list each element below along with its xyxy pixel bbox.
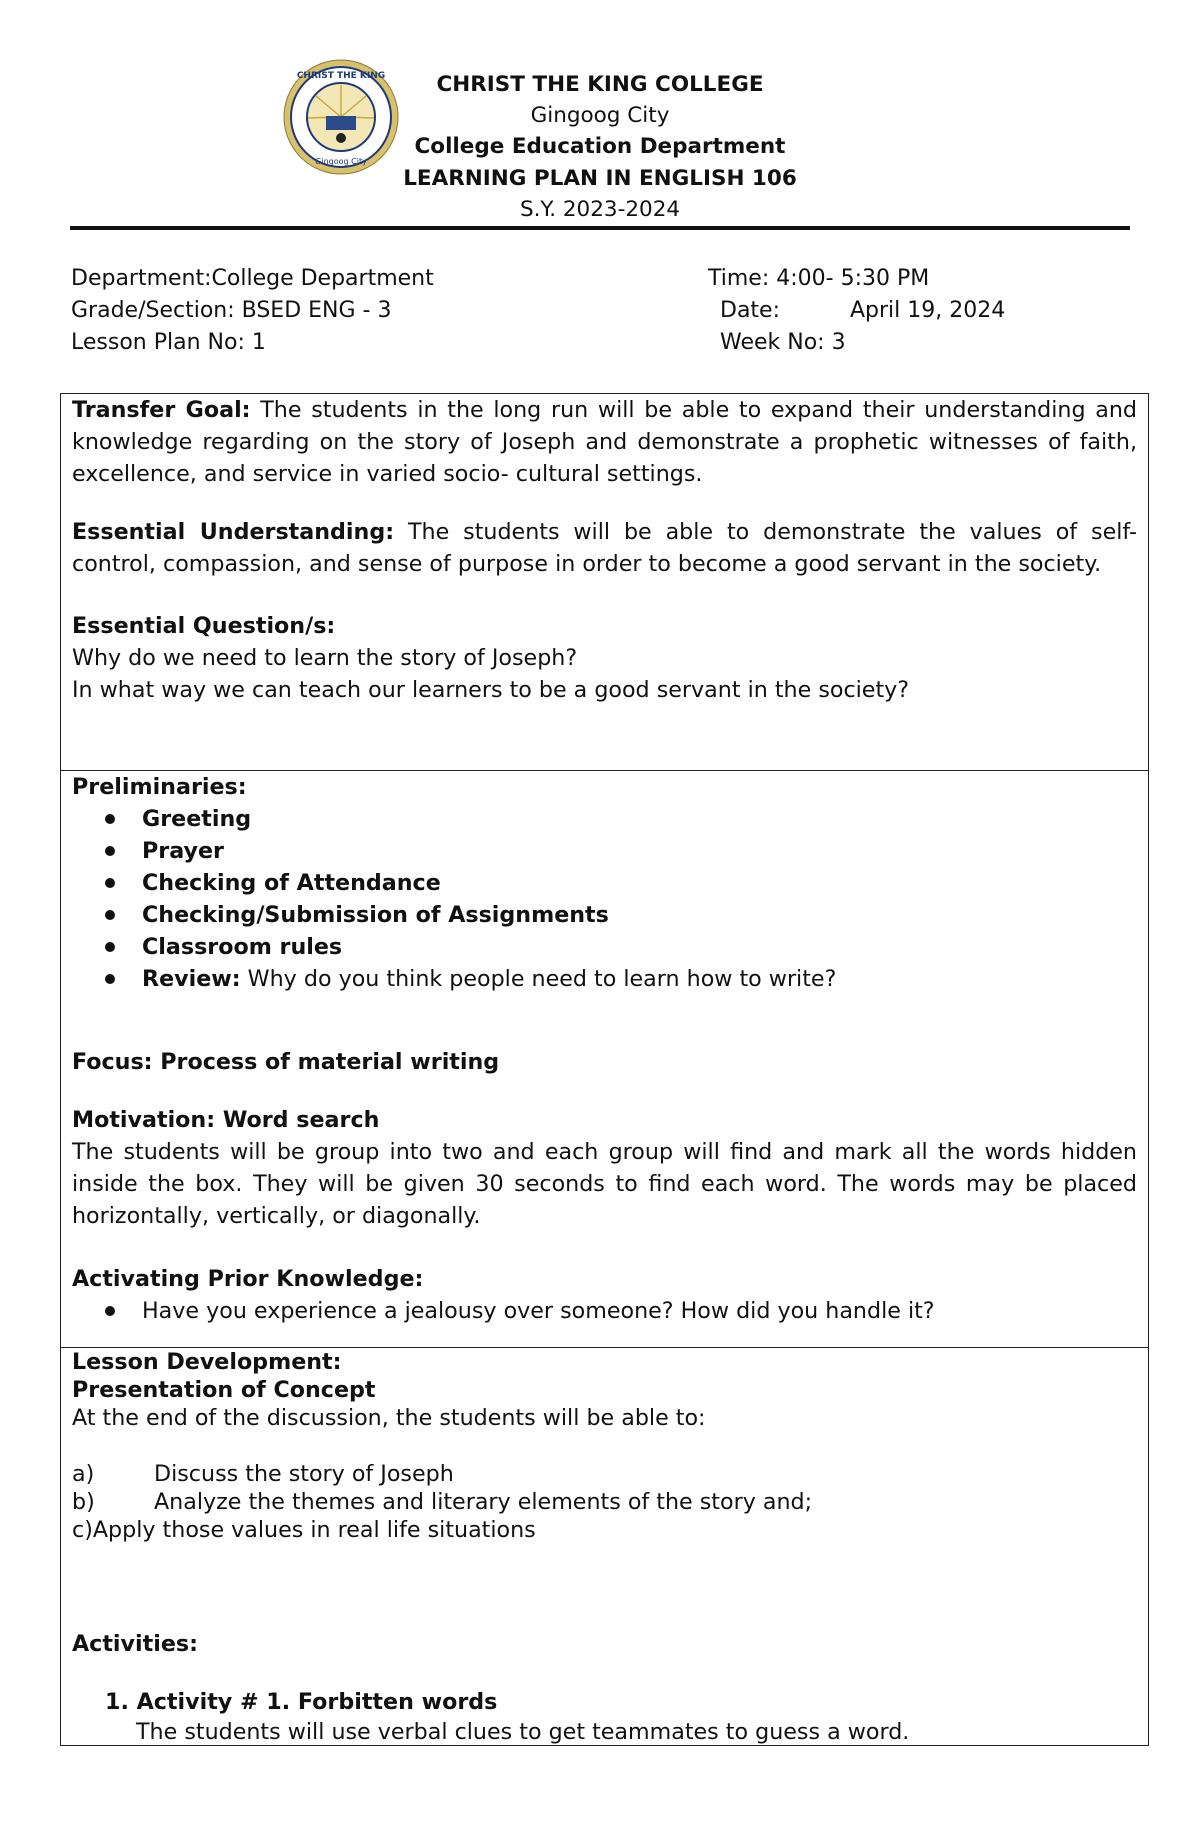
objectives-intro: At the end of the discussion, the students will be able to: — [72, 1405, 706, 1431]
preliminaries-list — [72, 803, 1137, 995]
transfer-goal — [72, 394, 1137, 490]
motivation-heading: Motivation: Word search — [72, 1107, 380, 1133]
essential-question-label: Essential Question/s: — [72, 613, 336, 639]
meta-date-value: April 19, 2024 — [850, 298, 1006, 323]
bullet-icon — [105, 942, 115, 952]
review-text: Why do you think people need to learn how to write? — [240, 966, 837, 992]
bullet-icon — [105, 814, 115, 824]
list-item: Greeting — [72, 803, 1137, 835]
essential-understanding-text: The students will be able to demonstrate the values of self-control, compassion, and sense of purpose in order to become a good servant in the society. — [72, 519, 1137, 577]
list-item: Checking of Attendance — [72, 867, 1137, 899]
school-year: S.Y. 2023-2024 — [519, 197, 681, 222]
lesson-development-cell — [61, 1348, 1148, 1747]
objective-item: b) Analyze the themes and literary elements of the story and; — [72, 1489, 813, 1515]
activities-heading: Activities: — [72, 1631, 198, 1657]
department-name: College Education Department — [414, 134, 786, 159]
essential-understanding-label: Essential Understanding: — [72, 519, 395, 545]
objective-item: c) Apply those values in real life situations — [72, 1517, 536, 1543]
bullet-icon — [105, 878, 115, 888]
presentation-heading: Presentation of Concept — [72, 1377, 376, 1403]
review-label: Review: — [142, 966, 241, 992]
list-item — [72, 963, 1137, 995]
meta-week-no: Week No: 3 — [720, 330, 846, 355]
essential-understanding — [72, 516, 1137, 580]
transfer-goal-label: Transfer Goal: — [72, 397, 251, 423]
essential-question: Why do we need to learn the story of Joseph? — [72, 645, 578, 671]
meta-lesson-plan-no: Lesson Plan No: 1 — [71, 330, 266, 355]
city-name: Gingoog City — [530, 103, 670, 128]
plan-title: LEARNING PLAN IN ENGLISH 106 — [403, 166, 797, 191]
activity-text: The students will use verbal clues to get teammates to guess a word. — [136, 1719, 910, 1745]
essential-question: In what way we can teach our learners to be a good servant in the society? — [72, 677, 910, 703]
svg-text:CHRIST THE KING: CHRIST THE KING — [296, 71, 386, 81]
header-divider — [70, 226, 1130, 230]
list-item: Prayer — [72, 835, 1137, 867]
meta-time: Time: 4:00- 5:30 PM — [708, 266, 930, 291]
lesson-table — [60, 393, 1149, 1746]
svg-text:Gingoog City: Gingoog City — [315, 157, 367, 166]
prior-knowledge-heading: Activating Prior Knowledge: — [72, 1266, 424, 1292]
meta-department: Department:College Department — [71, 266, 434, 291]
bullet-icon — [105, 846, 115, 856]
motivation-text: The students will be group into two and each group will find and mark all the words hidden inside the box. They will be given 30 seconds to find each word. The words may be placed horizontally, vertically, or diagonally. — [72, 1139, 1137, 1229]
bullet-icon — [105, 910, 115, 920]
list-item: Have you experience a jealousy over someone? How did you handle it? — [72, 1295, 1137, 1327]
meta-date-label: Date: — [720, 298, 780, 323]
lesson-development-heading: Lesson Development: — [72, 1349, 342, 1375]
objective-item: a) Discuss the story of Joseph — [72, 1461, 454, 1487]
institution-name: CHRIST THE KING COLLEGE — [436, 72, 764, 97]
transfer-goal-text: The students in the long run will be able to expand their understanding and knowledge regarding on the story of Joseph and demonstrate a prophetic witnesses of faith, excellence, and service in varied socio- cultural settings. — [72, 397, 1137, 487]
bullet-icon — [105, 1306, 115, 1316]
preliminaries-cell — [61, 771, 1148, 1348]
focus-heading: Focus: Process of material writing — [72, 1049, 500, 1075]
preliminaries-label: Preliminaries: — [72, 774, 247, 800]
meta-grade-section: Grade/Section: BSED ENG - 3 — [71, 298, 392, 323]
list-item: Checking/Submission of Assignments — [72, 899, 1137, 931]
goals-cell — [61, 394, 1148, 771]
list-item: Classroom rules — [72, 931, 1137, 963]
bullet-icon — [105, 974, 115, 984]
activity-title: 1. Activity # 1. Forbitten words — [105, 1689, 498, 1715]
